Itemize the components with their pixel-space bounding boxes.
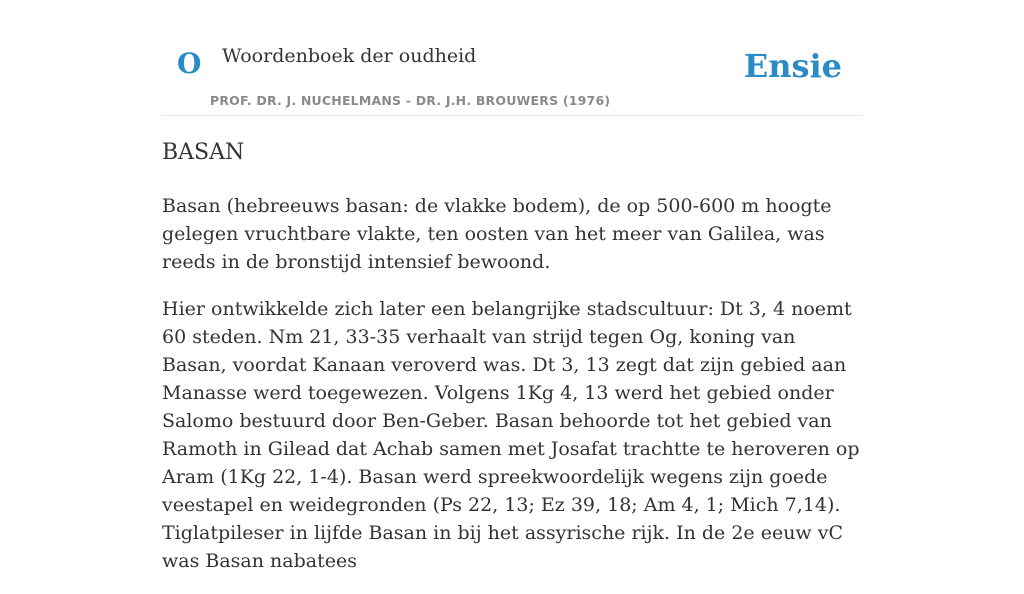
ensie-logo-link[interactable]: Ensie (743, 47, 842, 85)
book-title-link[interactable]: Woordenboek der oudheid (222, 45, 477, 67)
book-letter-badge[interactable]: O (177, 47, 202, 80)
page (162, 0, 862, 572)
entry-title: BASAN (162, 140, 245, 165)
entry-paragraph: Hier ontwikkelde zich later een belangrijke stadscultuur: Dt 3, 4 noemt 60 steden. Nm 21, 33-35 verhaalt van strijd tegen Og, koning van Basan, voordat Kanaan veroverd was. Dt 3, 13 zegt dat zijn gebied aan Manasse werd toegewezen. Volgens 1Kg 4, 13 werd het gebied onder Salomo bestuurd door Ben-Geber. Basan behoorde tot het gebied van Ramoth in Gilead dat Achab samen met Josafat trachtte te heroveren op Aram (1Kg 22, 1-4). Basan werd spreekwoordelijk wegens zijn goede veestapel en weidegronden (Ps 22, 13; Ez 39, 18; Am 4, 1; Mich 7,14). Tiglatpileser in lijfde Basan in bij het assyrische rijk. In de 2e eeuw vC was Basan nabatees (162, 298, 860, 572)
entry-paragraph: Basan (hebreeuws basan: de vlakke bodem), de op 500-600 m hoogte gelegen vruchtbare vlakte, ten oosten van het meer van Galilea, was reeds in de bronstijd intensief bewoond. (162, 195, 832, 273)
entry-content (162, 192, 862, 594)
book-authors: PROF. DR. J. NUCHELMANS - DR. J.H. BROUWERS (1976) (210, 93, 611, 108)
page-header (162, 0, 862, 116)
